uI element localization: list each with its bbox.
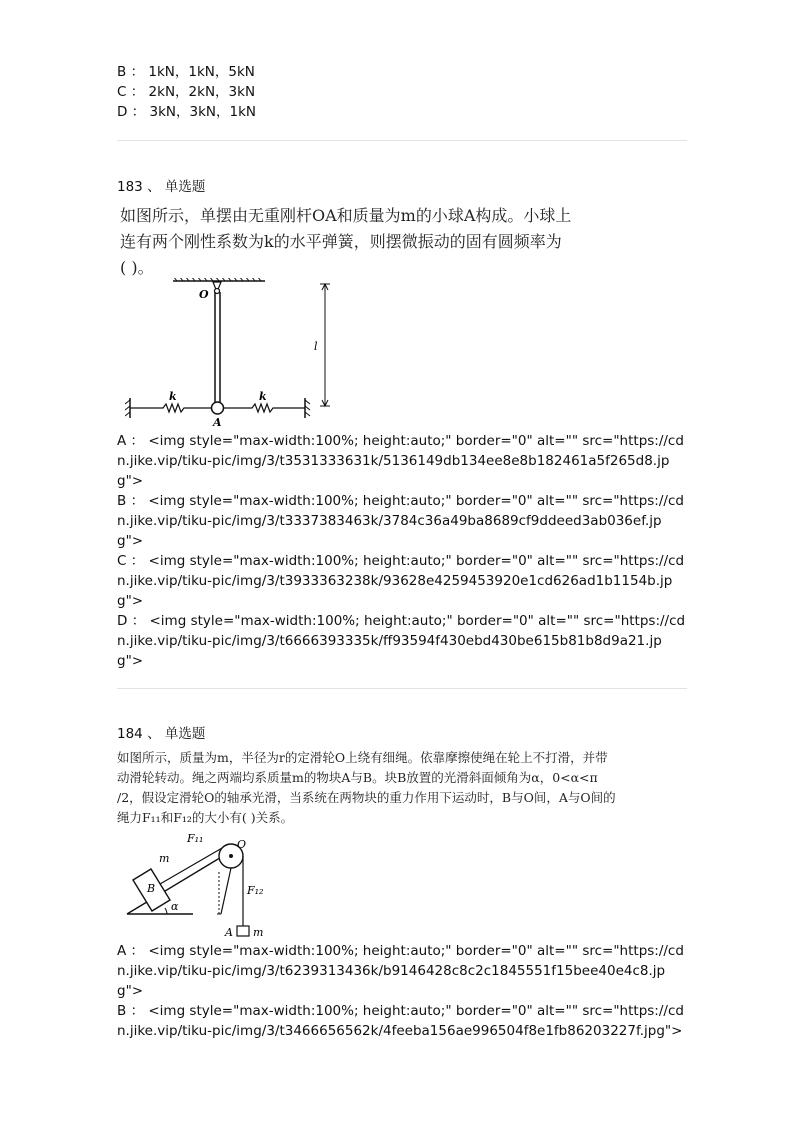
- label-k-right: k: [259, 390, 267, 403]
- label-f12: F₁₂: [247, 884, 264, 897]
- option-d[interactable]: D ： <img style="max-width:100%; height:auto;" border="0" alt="" src="https://cdn.jike.vip/tiku-pic/img/3/t6666393335k/ff93594f430ebd430be615b81b8d9a21.jpg">: [117, 613, 686, 669]
- label-b: B: [147, 882, 156, 895]
- question-header: 183 、 单选题: [117, 179, 206, 195]
- pendulum-figure: [125, 278, 335, 430]
- label-alpha: α: [171, 900, 179, 913]
- divider: [117, 140, 687, 141]
- label-f11: F₁₁: [187, 832, 204, 845]
- option-a[interactable]: A ： <img style="max-width:100%; height:auto;" border="0" alt="" src="https://cdn.jike.vip/tiku-pic/img/3/t3531333631k/5136149db134ee8e8b182461a5f265d8.jpg">: [117, 433, 684, 489]
- label-a: A: [225, 926, 233, 939]
- option-d: D ： 3kN，3kN，1kN: [117, 104, 257, 120]
- option-list: [117, 941, 687, 1041]
- prev-options: [117, 62, 687, 122]
- option-b[interactable]: B ： <img style="max-width:100%; height:auto;" border="0" alt="" src="https://cdn.jike.vip/tiku-pic/img/3/t3337383463k/3784c36a49ba8689cf9ddeed3ab036ef.jpg">: [117, 493, 684, 549]
- option-c: C ： 2kN，2kN，3kN: [117, 84, 256, 100]
- option-list: [117, 431, 687, 671]
- option-b: B ： 1kN，1kN，5kN: [117, 64, 255, 80]
- label-k-left: k: [169, 390, 177, 403]
- label-l: l: [314, 340, 318, 353]
- label-o: O: [199, 288, 209, 301]
- question-header: 184 、 单选题: [117, 726, 206, 742]
- label-m: m: [159, 852, 170, 865]
- option-c[interactable]: C ： <img style="max-width:100%; height:auto;" border="0" alt="" src="https://cdn.jike.vip/tiku-pic/img/3/t3933363238k/93628e4259453920e1cd626ad1b1154b.jpg">: [117, 553, 685, 609]
- question-stem: 如图所示，单摆由无重刚杆OA和质量为m的小球A构成。小球上 连有两个刚性系数为k的水平弹簧，则摆微振动的固有圆频率为 ( )。: [120, 206, 572, 277]
- label-m-block: m: [253, 926, 264, 939]
- pulley-figure: [125, 832, 285, 940]
- label-o: O: [237, 838, 247, 851]
- option-a[interactable]: A ： <img style="max-width:100%; height:auto;" border="0" alt="" src="https://cdn.jike.vip/tiku-pic/img/3/t6239313436k/b9146428c8c2c1845551f15bee40e4c8.jpg">: [117, 943, 684, 999]
- label-a: A: [213, 416, 222, 429]
- question-stem: 如图所示，质量为m，半径为r的定滑轮O上绕有细绳。依靠摩擦使绳在轮上不打滑，并带 动滑轮转动。绳之两端均系质量m的物块A与B。块B放置的光滑斜面倾角为α，0<α<π /2，假设定滑轮O的轴承光滑，当系统在两物块的重力作用下运动时，B与O间，A与O间的 绳力F₁₁和F₁₂的大小有( )关系。: [117, 750, 616, 825]
- option-b[interactable]: B ： <img style="max-width:100%; height:auto;" border="0" alt="" src="https://cdn.jike.vip/tiku-pic/img/3/t3466656562k/4feeba156ae996504f8e1fb86203227f.jpg">: [117, 1003, 684, 1039]
- divider: [117, 688, 687, 689]
